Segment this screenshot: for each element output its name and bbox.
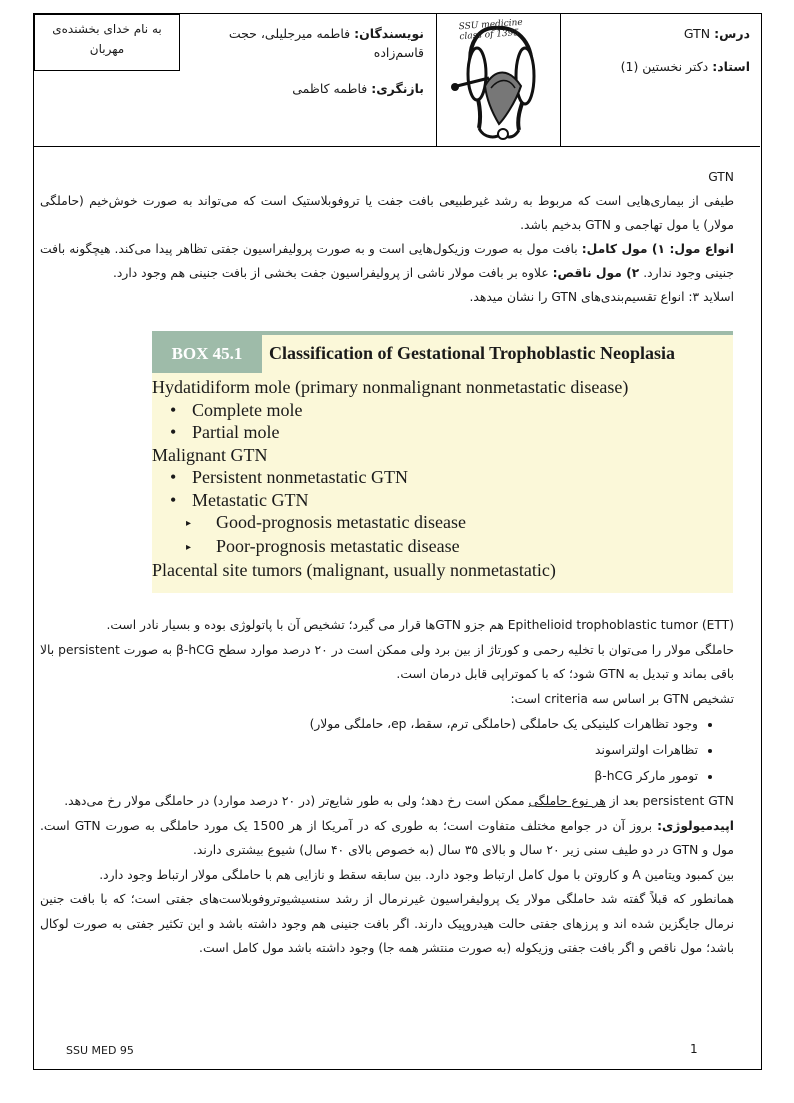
course-label: درس:: [714, 26, 750, 41]
criteria-list: [40, 711, 734, 789]
header: [34, 14, 760, 147]
list-item: • وجود تظاهرات کلینیکی یک حاملگی (حاملگی ترم، سقط، ep، حاملگی مولار): [40, 711, 698, 737]
vitamin-paragraph: بین کمبود ویتامین A و کاروتن با مول کامل ارتباط وجود دارد. بین سابقه سقط و نازایی هم با حاملگی مولار ارتباط وجود دارد.: [99, 867, 734, 882]
persistent-gtn-paragraph: persistent GTN بعد از هر نوع حاملگی ممکن است رخ دهد؛ ولی به طور شایع‌تر (در ۲۰ درصد موارد) در حاملگی مولار رخ می‌دهد.: [64, 794, 734, 808]
box-title: Classification of Gestational Trophoblastic Neoplasia: [269, 343, 676, 363]
authors-label: نویسندگان:: [354, 26, 424, 41]
reviewer-value: فاطمه کاظمی: [292, 80, 368, 96]
reviewer-label: بازنگری:: [371, 80, 424, 96]
page-number: 1: [690, 1042, 698, 1056]
box-heading-malignant: Malignant GTN: [152, 444, 268, 465]
classification-box: [152, 331, 733, 593]
list-item: • تومور مارکر β-hCG: [40, 763, 698, 789]
sub-list-item: ▸ Poor-prognosis metastatic disease: [186, 536, 460, 557]
slide-note: اسلاید ۳: انواع تقسیم‌بندی‌های GTN را نشان میدهد.: [469, 290, 734, 304]
list-item: • Persistent nonmetastatic GTN: [170, 467, 408, 487]
section-heading: GTN: [708, 170, 734, 184]
lower-section: [40, 613, 734, 961]
course-value: GTN: [683, 26, 711, 41]
box-label: BOX 45.1: [152, 335, 262, 373]
list-item: • Complete mole: [170, 399, 303, 420]
list-item: • Metastatic GTN: [170, 489, 309, 510]
box-heading-mole: Hydatidiform mole (primary nonmalignant nonmetastatic disease): [152, 377, 629, 397]
authors-value: فاطمه میرجلیلی، حجت قاسم‌زاده: [228, 26, 424, 61]
criteria-intro: تشخیص GTN بر اساس سه criteria است:: [510, 691, 734, 706]
intro-paragraph: طیفی از بیماری‌هایی است که مربوط به رشد غیرطبیعی بافت جفت یا تروفوبلاستیک است که می‌تواند به صورت خوش‌خیم (حاملگی مولار) یا مول تهاجمی و GTN بدخیم باشد.: [40, 194, 734, 232]
epidemiology-paragraph: اپیدمیولوژی: بروز آن در جوامع مختلف متفاوت است؛ به طوری که در آمریکا از هر 1500 یک مورد حاملگی به صورت GTN است. مول و GTN در دو طیف سنی زیر ۲۰ سال و بالای ۳۵ سال (به خصوص بالای ۴۰ سال) شیوع بیشتری دارند.: [40, 818, 734, 857]
teacher-value: دکتر نخستین (1): [620, 59, 709, 75]
sub-list-item: ▸ Good-prognosis metastatic disease: [186, 512, 466, 532]
authors-info: [184, 24, 424, 114]
teacher-label: استاد:: [712, 59, 750, 75]
box-heading-placental: Placental site tumors (malignant, usually nonmetastatic): [152, 560, 556, 581]
mole-types-paragraph: انواع مول: ۱) مول کامل: بافت مول به صورت وزیکول‌هایی است و به صورت پرولیفراسیون جفتی تظاهر پیدا می‌کند. هیچگونه بافت جنینی وجود ندارد. ۲) مول ناقص: علاوه بر بافت مولار ناشی از پرولیفراسیون جفت بخشی از بافت جنینی هم وجود دارد.: [40, 242, 734, 280]
box-body: [152, 376, 733, 582]
footer-label: SSU MED 95: [66, 1044, 134, 1057]
logo-caption: SSU medicine class of 1395: [458, 17, 524, 43]
list-item: • Partial mole: [170, 422, 280, 442]
logo: [436, 14, 561, 146]
list-item: • تظاهرات اولتراسوند: [40, 737, 698, 763]
ett-paragraph: Epithelioid trophoblastic tumor (ETT) هم جزو GTNها قرار می گیرد؛ تشخیص آن با پاتولوژی بوده و بسیار نادر است.: [106, 618, 734, 632]
treatment-paragraph: حاملگی مولار را می‌توان با تخلیه رحمی و کورتاژ از بین برد ولی ممکن است در ۲۰ درصد موارد سطح β-hCG به صورت persistent بالا باقی بماند و تبدیل به GTN شود؛ که با کموتراپی قابل درمان است.: [40, 642, 734, 681]
bismillah-box: به نام خدای بخشنده‌ی مهربان: [34, 14, 180, 71]
intro-section: [40, 165, 734, 309]
pathology-paragraph: همانطور که قبلاً گفته شد حاملگی مولار یک پرولیفراسیون غیرنرمال از رشد سنسیشیوتروفوبلاست‌های جفتی است؛ که با بافت جنین نرمال جایگزین شده اند و پرزهای جفتی حالت هیدروپیک دارند. اگر بافت جنینی هم وجود داشته باشد و این تکثیر جفتی به صورت لوکال باشد؛ مول ناقص و اگر بافت جفتی وزیکوله (به صورت منتشر همه جا) وجود داشته باشد مول کامل است.: [40, 892, 734, 955]
